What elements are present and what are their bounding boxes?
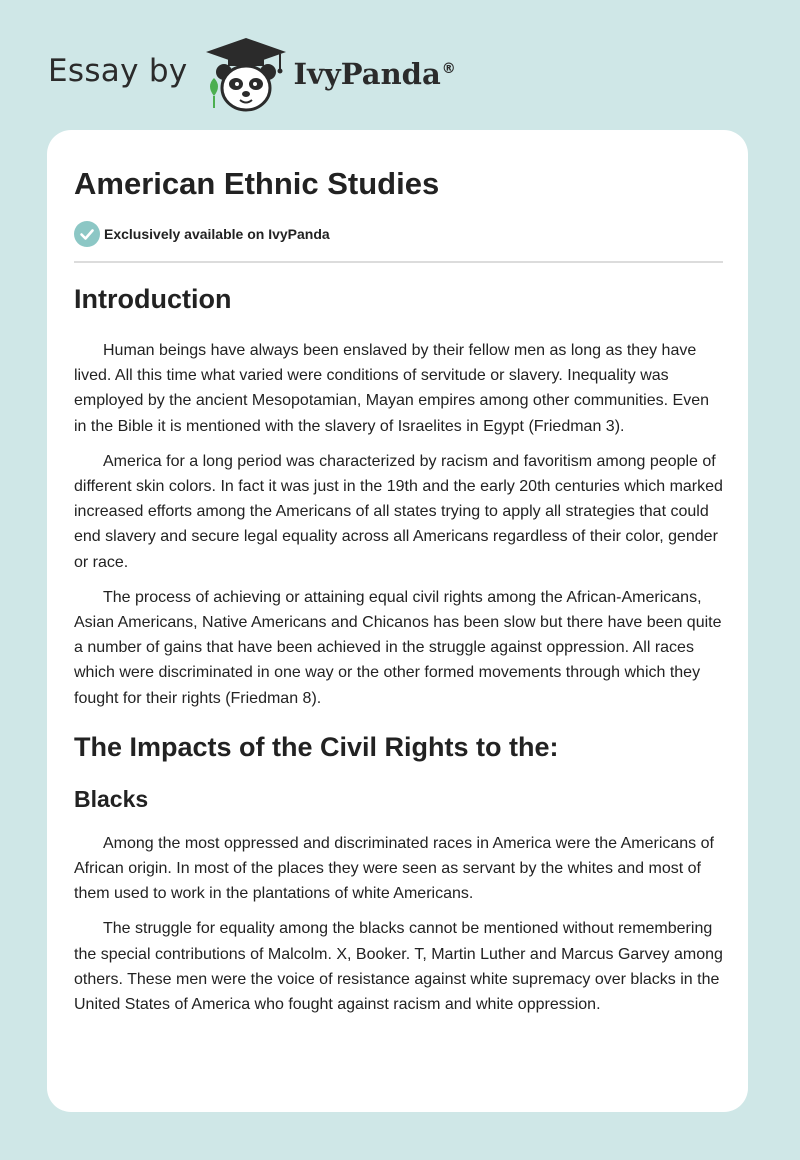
exclusive-badge-label: Exclusively available on IvyPanda <box>104 226 330 242</box>
essay-title: American Ethnic Studies <box>74 166 440 201</box>
registered-mark: ® <box>441 61 456 78</box>
section-heading-impacts: The Impacts of the Civil Rights to the: <box>74 731 559 762</box>
subsection-heading-blacks: Blacks <box>74 785 149 812</box>
check-circle-icon <box>74 221 100 247</box>
essay-card <box>47 130 748 1112</box>
paragraph: Among the most oppressed and discriminated races in America were the Americans of African origin. In most of the places they were seen as servant by the whites and most of them used to work in the plantations of white Americans. <box>74 834 714 903</box>
section-heading-introduction: Introduction <box>74 284 232 314</box>
brand-header[interactable] <box>48 34 456 114</box>
brand-name: IvyPanda® <box>293 57 456 91</box>
paragraph: America for a long period was characterized by racism and favoritism among people of different skin colors. In fact it was just in the 19th and the early 20th centuries which marked increased efforts among the Americans of all states trying to apply all strategies that could end slavery and secure legal equality across all Americans regardless of their color, gender or race. <box>74 452 723 571</box>
essay-body <box>74 283 723 1027</box>
title-divider <box>74 261 723 263</box>
paragraph: The process of achieving or attaining equal civil rights among the African-Americans, Asian Americans, Native Americans and Chicanos has been slow but there have been quite a number of gains that have been achieved in the struggle against oppression. All races which were discriminated in one way or the other formed movements through which they fought for their rights (Friedman 8). <box>74 588 722 707</box>
essay-by-label: Essay by <box>48 53 188 89</box>
paragraph: The struggle for equality among the blacks cannot be mentioned without remembering the special contributions of Malcolm. X, Booker. T, Martin Luther and Marcus Garvey among others. These men were the voice of resistance against white supremacy over blacks in the United States of America who fought against racism and white oppression. <box>74 920 723 1014</box>
panda-graduate-logo-icon <box>202 34 290 114</box>
exclusive-badge <box>74 221 330 247</box>
paragraph: Human beings have always been enslaved by their fellow men as long as they have lived. All this time what varied were conditions of servitude or slavery. Inequality was employed by the ancient Mesopotamian, Mayan empires among other communities. Even in the Bible it is mentioned with the slavery of Israelites in Egypt (Friedman 3). <box>74 342 709 435</box>
